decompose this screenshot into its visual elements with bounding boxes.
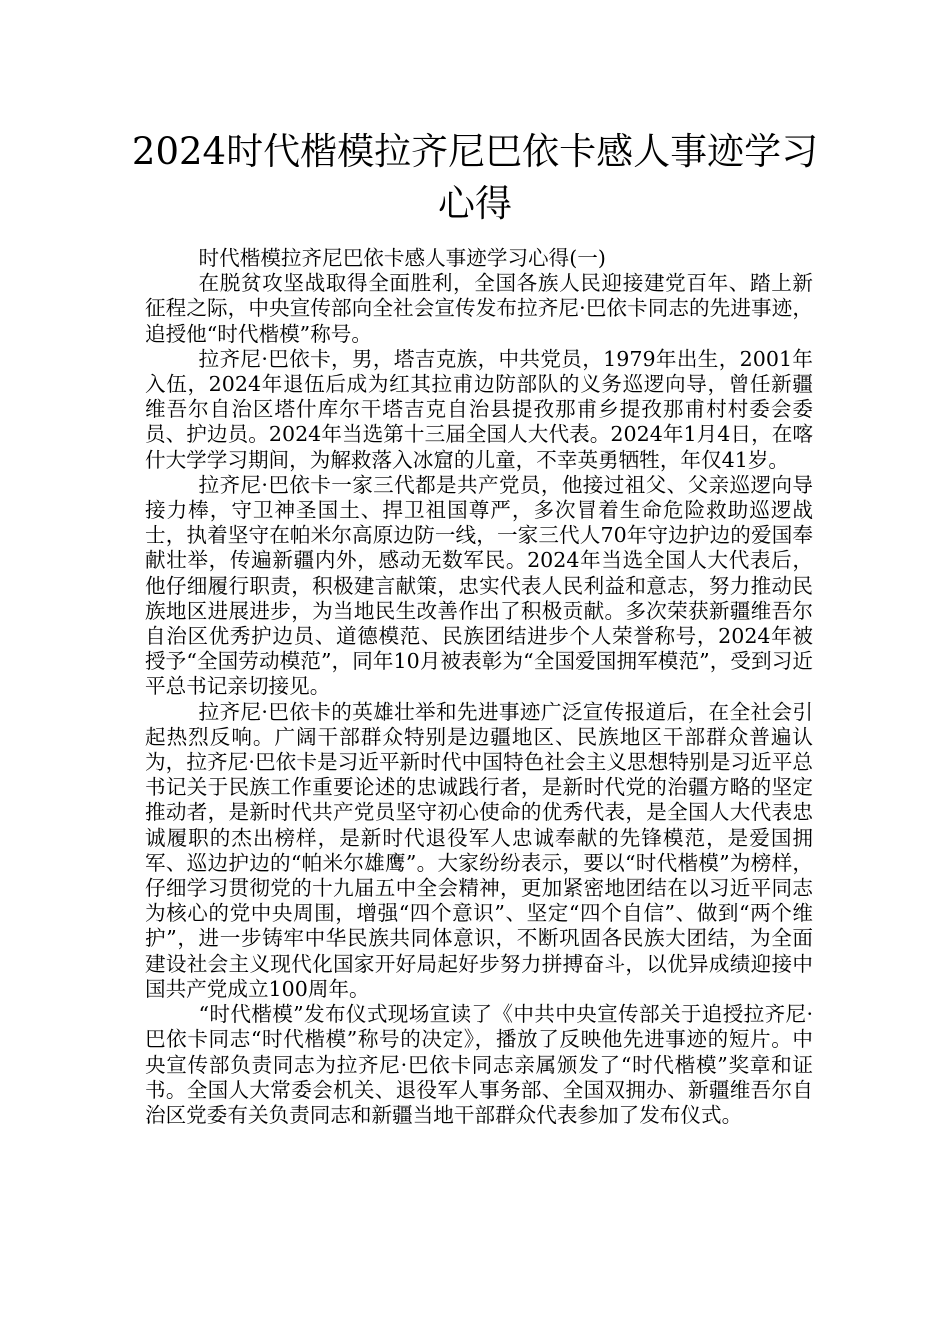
paragraph: “时代楷模”发布仪式现场宣读了《中共中央宣传部关于追授拉齐尼·巴依卡同志“时代楷模”称号的决定》，播放了反映他先进事迹的短片。中央宣传部负责同志为拉齐尼·巴依卡同志亲属颁发了“时代楷模”奖章和证书。全国人大常委会机关、退役军人事务部、全国双拥办、新疆维吾尔自治区党委有关负责同志和新疆当地干部群众代表参加了发布仪式。	[145, 1002, 813, 1127]
paragraph: 拉齐尼·巴依卡一家三代都是共产党员，他接过祖父、父亲巡逻向导接力棒，守卫神圣国土、捍卫祖国尊严，多次冒着生命危险救助巡逻战士，执着坚守在帕米尔高原边防一线，一家三代人70年守边护边的爱国奉献壮举，传遍新疆内外，感动无数军民。2024年当选全国人大代表后，他仔细履行职责，积极建言献策，忠实代表人民利益和意志，努力推动民族地区进展进步，为当地民生改善作出了积极贡献。多次荣获新疆维吾尔自治区优秀护边员、道德模范、民族团结进步个人荣誉称号，2024年被授予“全国劳动模范”，同年10月被表彰为“全国爱国拥军模范”，受到习近平总书记亲切接见。	[145, 472, 813, 699]
paragraph: 拉齐尼·巴依卡，男，塔吉克族，中共党员，1979年出生，2001年入伍，2024年退伍后成为红其拉甫边防部队的义务巡逻向导，曾任新疆维吾尔自治区塔什库尔干塔吉克自治县提孜那甫乡提孜那甫村村委会委员、护边员。2024年当选第十三届全国人大代表。2024年1月4日，在喀什大学学习期间，为解救落入冰窟的儿童，不幸英勇牺牲，年仅41岁。	[145, 346, 813, 472]
document-body	[145, 246, 813, 1128]
paragraph: 在脱贫攻坚战取得全面胜利，全国各族人民迎接建党百年、踏上新征程之际，中央宣传部向全社会宣传发布拉齐尼·巴依卡同志的先进事迹，追授他“时代楷模”称号。	[145, 271, 813, 346]
paragraph: 拉齐尼·巴依卡的英雄壮举和先进事迹广泛宣传报道后，在全社会引起热烈反响。广阔干部群众特别是边疆地区、民族地区干部群众普遍认为，拉齐尼·巴依卡是习近平新时代中国特色社会主义思想特别是习近平总书记关于民族工作重要论述的忠诚践行者，是新时代党的治疆方略的坚定推动者，是新时代共产党员坚守初心使命的优秀代表，是全国人大代表忠诚履职的杰出榜样，是新时代退役军人忠诚奉献的先锋模范，是爱国拥军、巡边护边的“帕米尔雄鹰”。大家纷纷表示，要以“时代楷模”为榜样，仔细学习贯彻党的十九届五中全会精神，更加紧密地团结在以习近平同志为核心的党中央周围，增强“四个意识”、坚定“四个自信”、做到“两个维护”，进一步铸牢中华民族共同体意识，不断巩固各民族大团结，为全面建设社会主义现代化国家开好局起好步努力拼搏奋斗，以优异成绩迎接中国共产党成立100周年。	[145, 699, 813, 1001]
document-title: 2024时代楷模拉齐尼巴依卡感人事迹学习心得	[131, 130, 819, 225]
section-subtitle: 时代楷模拉齐尼巴依卡感人事迹学习心得(一)	[198, 246, 606, 270]
